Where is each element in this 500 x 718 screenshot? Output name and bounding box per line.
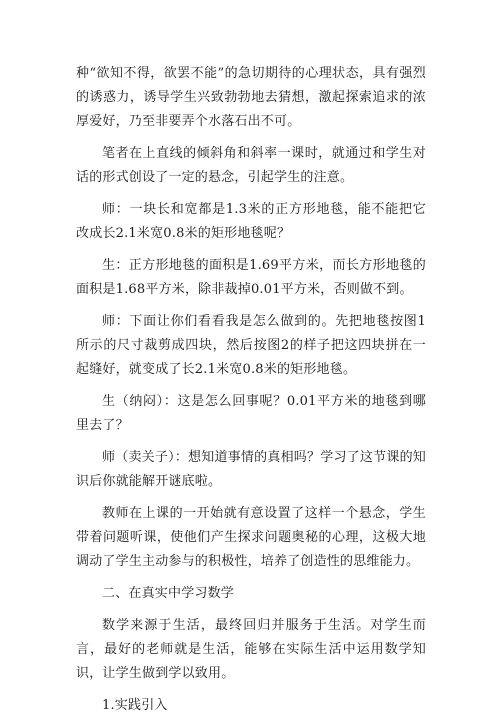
section-heading: 二、在真实中学习数学	[102, 586, 235, 601]
paragraph-3: 师：一块长和宽都是1.3米的正方形地毯，能不能把它改成长2.1米宽0.8米的矩形地毯呢？	[76, 202, 426, 241]
paragraph-7: 师（卖关子）：想知道事情的真相吗？学习了这节课的知识后你就能解开谜底啦。	[76, 450, 426, 489]
paragraph-6: 生（纳闷）：这是怎么回事呢？0.01平方米的地毯到哪里去了？	[76, 394, 426, 433]
paragraph-1: 种“欲知不得，欲罢不能”的急切期待的心理状态，具有强烈的诱惑力，诱导学生兴致勃勃地去猜想，激起探索追求的浓厚爱好，乃至非要弄个水落石出不可。	[76, 66, 426, 129]
paragraph-8: 教师在上课的一开始就有意设置了这样一个悬念，学生带着问题听课，使他们产生探求问题奥秘的心理，这极大地调动了学生主动参与的积极性，培养了创造性的思维能力。	[76, 506, 426, 569]
paragraph-4: 生：正方形地毯的面积是1.69平方米，而长方形地毯的面积是1.68平方米，除非裁掉0.01平方米，否则做不到。	[76, 258, 426, 297]
paragraph-10: 数学来源于生活，最终回归并服务于生活。对学生而言，最好的老师就是生活，能够在实际生活中运用数学知识，让学生做到学以致用。	[76, 618, 426, 681]
paragraph-5: 师：下面让你们看看我是怎么做到的。先把地毯按图1所示的尺寸裁剪成四块，然后按图2的样子把这四块拼在一起缝好，就变成了长2.1米宽0.8米的矩形地毯。	[76, 314, 426, 377]
subsection-heading: 1.实践引入	[102, 698, 168, 713]
document-body	[76, 62, 426, 718]
paragraph-2: 笔者在上直线的倾斜角和斜率一课时，就通过和学生对话的形式创设了一定的悬念，引起学生的注意。	[76, 146, 426, 185]
